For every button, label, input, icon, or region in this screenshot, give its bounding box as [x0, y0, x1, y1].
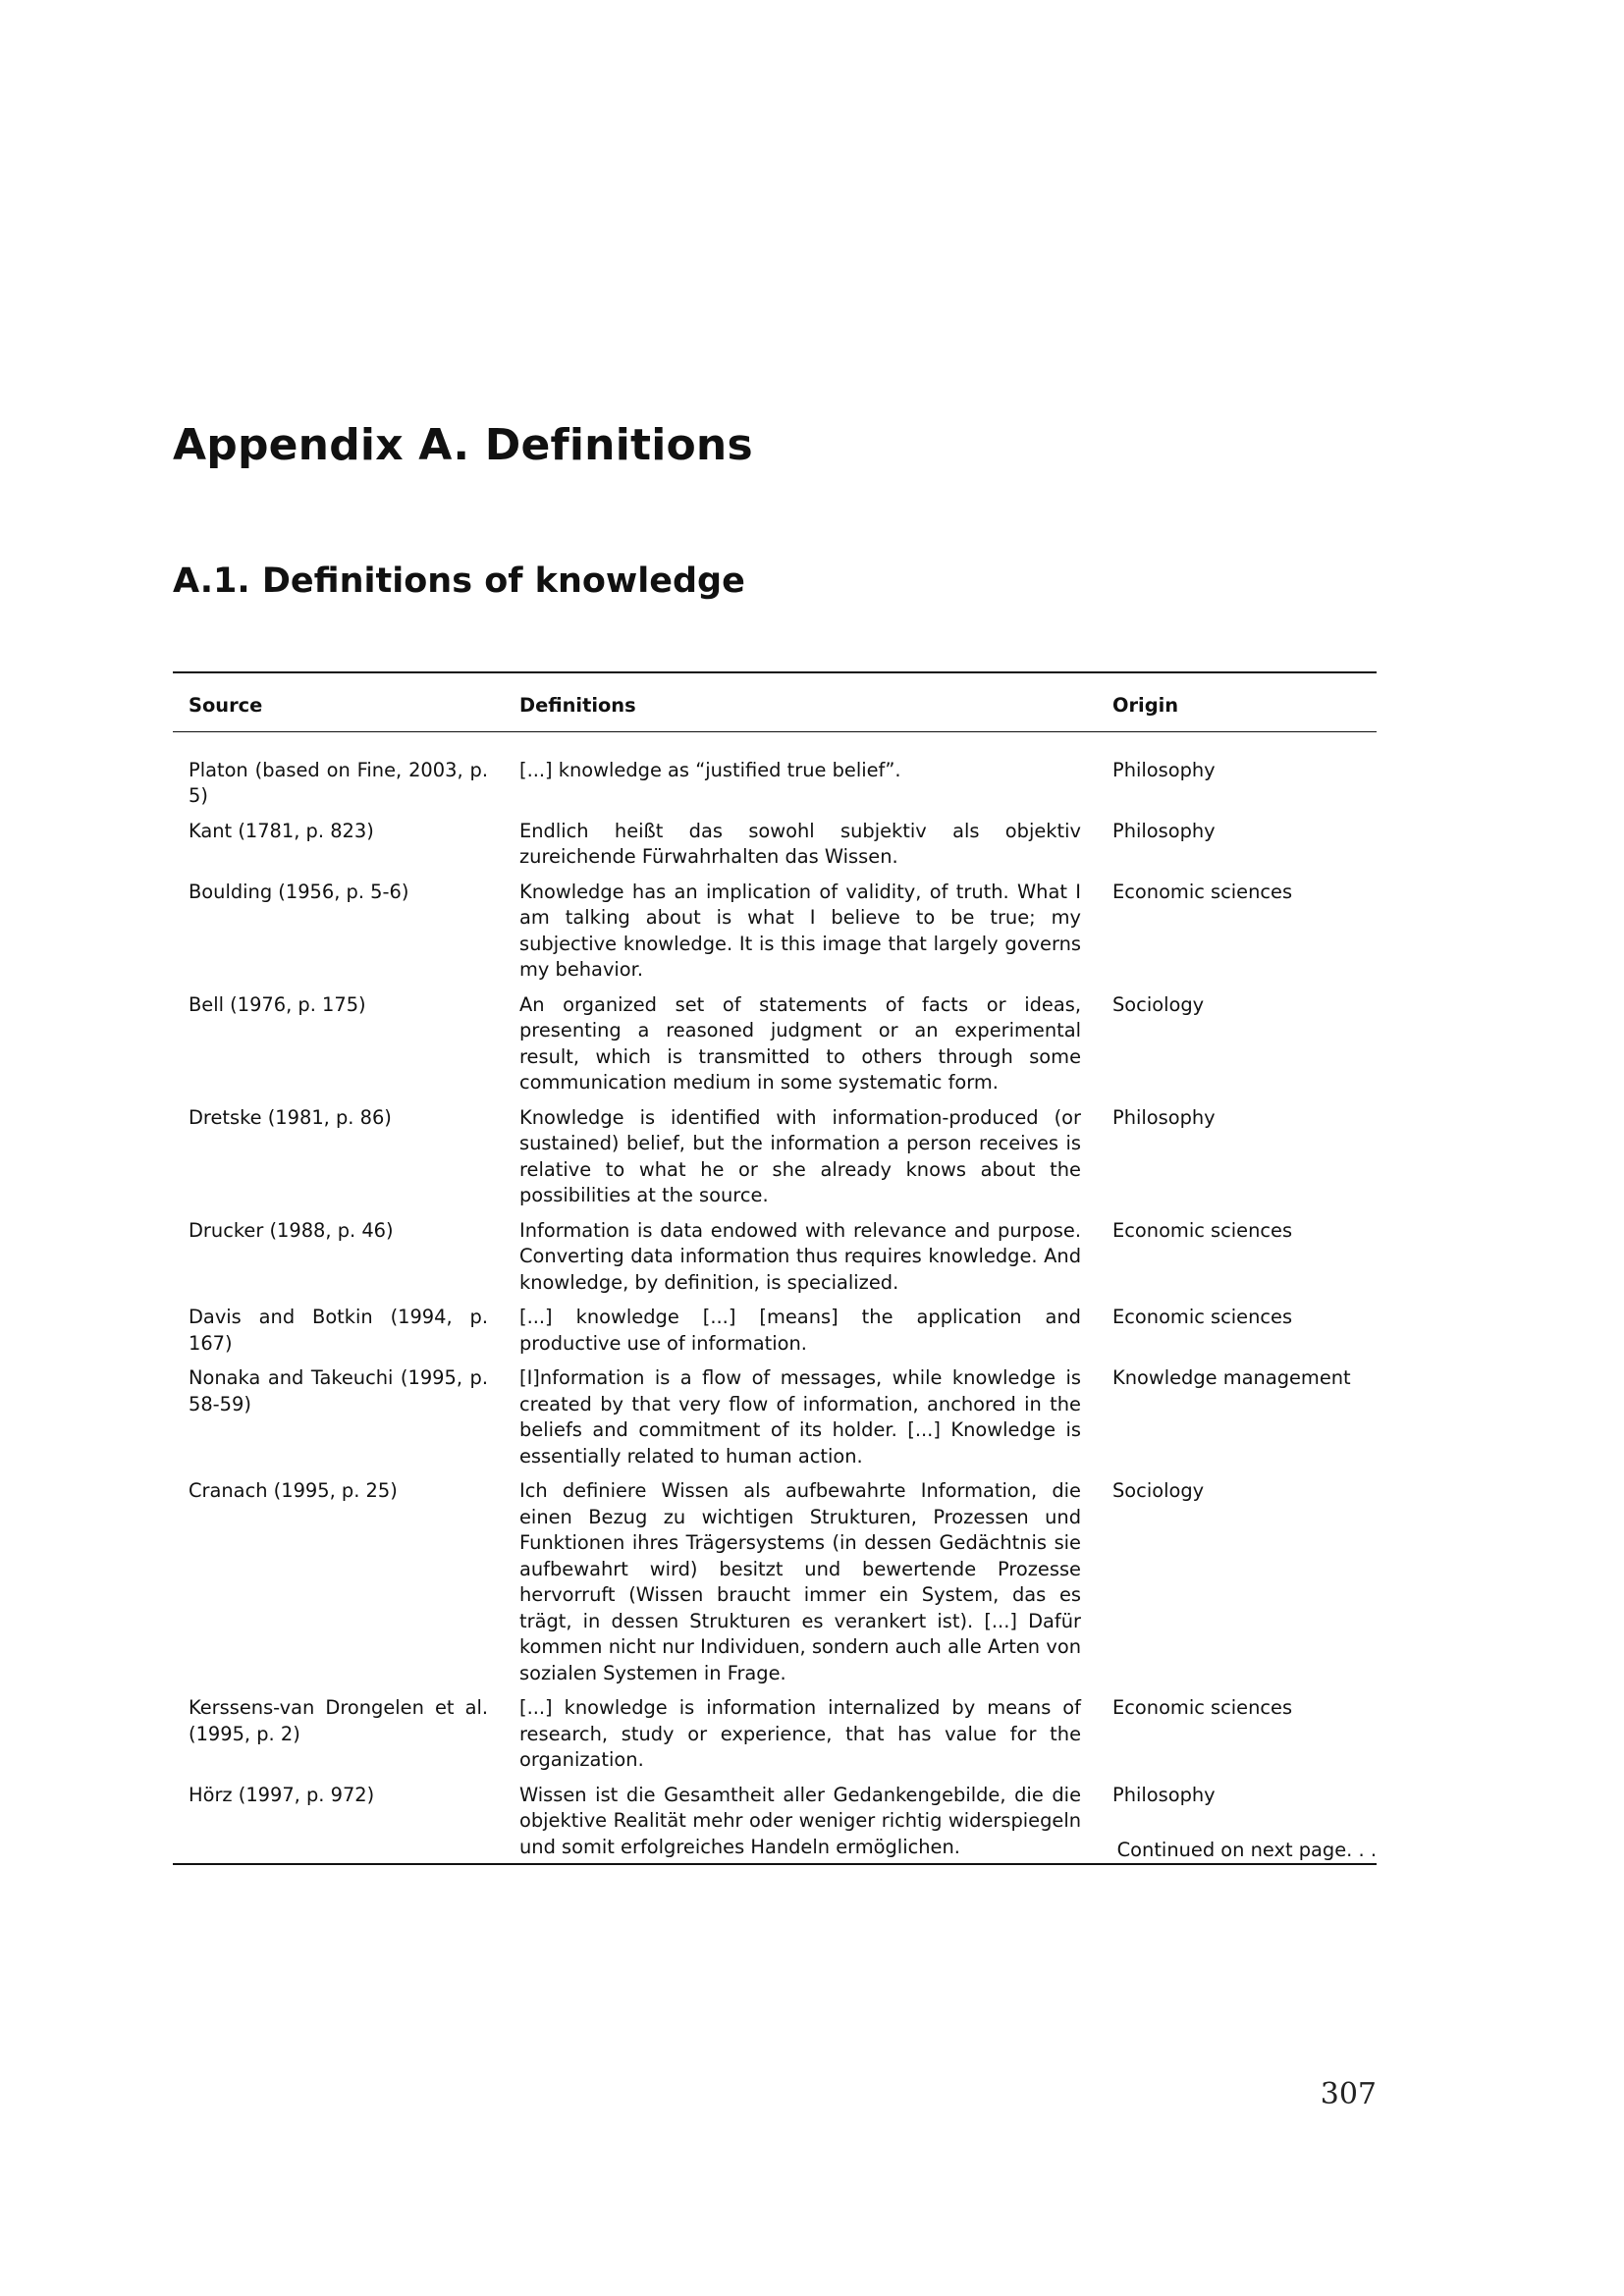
origin-cell: Sociology	[1112, 1479, 1205, 1502]
table-row	[173, 1213, 1377, 1301]
table-row	[173, 1361, 1377, 1473]
source-cell: Boulding (1956, p. 5-6)	[189, 880, 409, 903]
section-title: A.1. Definitions of knowledge	[173, 561, 745, 601]
source-cell: Cranach (1995, p. 25)	[189, 1479, 398, 1502]
header-source: Source	[173, 672, 504, 731]
page-number: 307	[1320, 2077, 1377, 2111]
header-row	[173, 672, 1377, 731]
chapter-title: Appendix A. Definitions	[173, 420, 753, 470]
source-cell: Drucker (1988, p. 46)	[189, 1218, 394, 1242]
source-cell: Dretske (1981, p. 86)	[189, 1105, 392, 1129]
table-row	[173, 1100, 1377, 1213]
origin-cell: Knowledge management	[1112, 1366, 1351, 1389]
definition-cell: [I]nformation is a flow of messages, while knowledge is created by that very flow of information, anchored in the beliefs and commitment of its holder. [...] Knowledge is essentially related to human action.	[519, 1366, 1081, 1468]
table-body	[173, 731, 1377, 1864]
source-cell: Kant (1781, p. 823)	[189, 819, 374, 842]
origin-cell: Economic sciences	[1112, 1218, 1293, 1242]
origin-cell: Economic sciences	[1112, 1696, 1293, 1719]
definition-cell: [...] knowledge as “justified true belief”.	[519, 758, 901, 781]
origin-cell: Philosophy	[1097, 1778, 1377, 1865]
table-row	[173, 1300, 1377, 1361]
origin-cell: Philosophy	[1112, 758, 1216, 781]
table-row	[173, 875, 1377, 988]
table-row	[173, 988, 1377, 1100]
definition-cell: Knowledge has an implication of validity, of truth. What I am talking about is what I believe to be true; my subjective knowledge. It is this image that largely governs my behavior.	[519, 880, 1081, 981]
definition-cell: An organized set of statements of facts or ideas, presenting a reasoned judgment or an experimental result, which is transmitted to others through some communication medium in some systematic form.	[519, 992, 1081, 1094]
origin-cell: Philosophy	[1112, 819, 1216, 842]
header-origin: Origin	[1097, 672, 1377, 731]
definition-cell: Endlich heißt das sowohl subjektiv als objektiv zureichende Fürwahrhalten das Wissen.	[519, 819, 1081, 868]
continued-note: Continued on next page. . .	[1116, 1839, 1377, 1861]
definition-cell: [...] knowledge [...] [means] the application and productive use of information.	[519, 1306, 1081, 1355]
source-cell: Nonaka and Takeuchi (1995, p. 58-59)	[189, 1366, 488, 1415]
source-cell: Hörz (1997, p. 972)	[173, 1778, 504, 1865]
definitions-table	[173, 671, 1377, 1865]
origin-cell: Philosophy	[1112, 1105, 1216, 1129]
source-cell: Kerssens-van Drongelen et al. (1995, p. 2)	[189, 1696, 488, 1745]
origin-cell: Economic sciences	[1112, 880, 1293, 903]
table-header	[173, 672, 1377, 731]
definition-cell: Wissen ist die Gesamtheit aller Gedankengebilde, die die objektive Realität mehr oder weniger richtig widerspiegeln und somit erfolgreiches Handeln ermöglichen.	[504, 1778, 1097, 1865]
table-row	[173, 814, 1377, 875]
source-cell: Bell (1976, p. 175)	[189, 992, 366, 1016]
table-row	[173, 1473, 1377, 1690]
header-definitions: Definitions	[504, 672, 1097, 731]
definition-cell: Information is data endowed with relevance and purpose. Converting data information thus requires knowledge. And knowledge, by definition, is specialized.	[519, 1218, 1081, 1294]
definition-cell: [...] knowledge is information internalized by means of research, study or experience, that has value for the organization.	[519, 1696, 1081, 1771]
origin-cell: Economic sciences	[1112, 1306, 1293, 1328]
source-cell: Davis and Botkin (1994, p. 167)	[189, 1306, 488, 1355]
definition-cell: Ich definiere Wissen als aufbewahrte Information, die einen Bezug zu wichtigen Strukturen, Prozessen und Funktionen ihres Trägersystems (in dessen Gedächtnis sie aufbewahrt wird) besitzt und bewertende Prozesse hervorruft (Wissen braucht immer ein System, das es trägt, in dessen Strukturen es verankert ist). [...] Dafür kommen nicht nur Individuen, sondern auch alle Arten von sozialen Systemen in Frage.	[519, 1479, 1081, 1684]
table-row	[173, 1690, 1377, 1778]
definition-cell: Knowledge is identified with information-produced (or sustained) belief, but the information a person receives is relative to what he or she already knows about the possibilities at the source.	[519, 1105, 1081, 1206]
source-cell: Platon (based on Fine, 2003, p. 5)	[189, 758, 488, 807]
origin-cell: Sociology	[1112, 992, 1205, 1016]
table-row	[173, 731, 1377, 814]
